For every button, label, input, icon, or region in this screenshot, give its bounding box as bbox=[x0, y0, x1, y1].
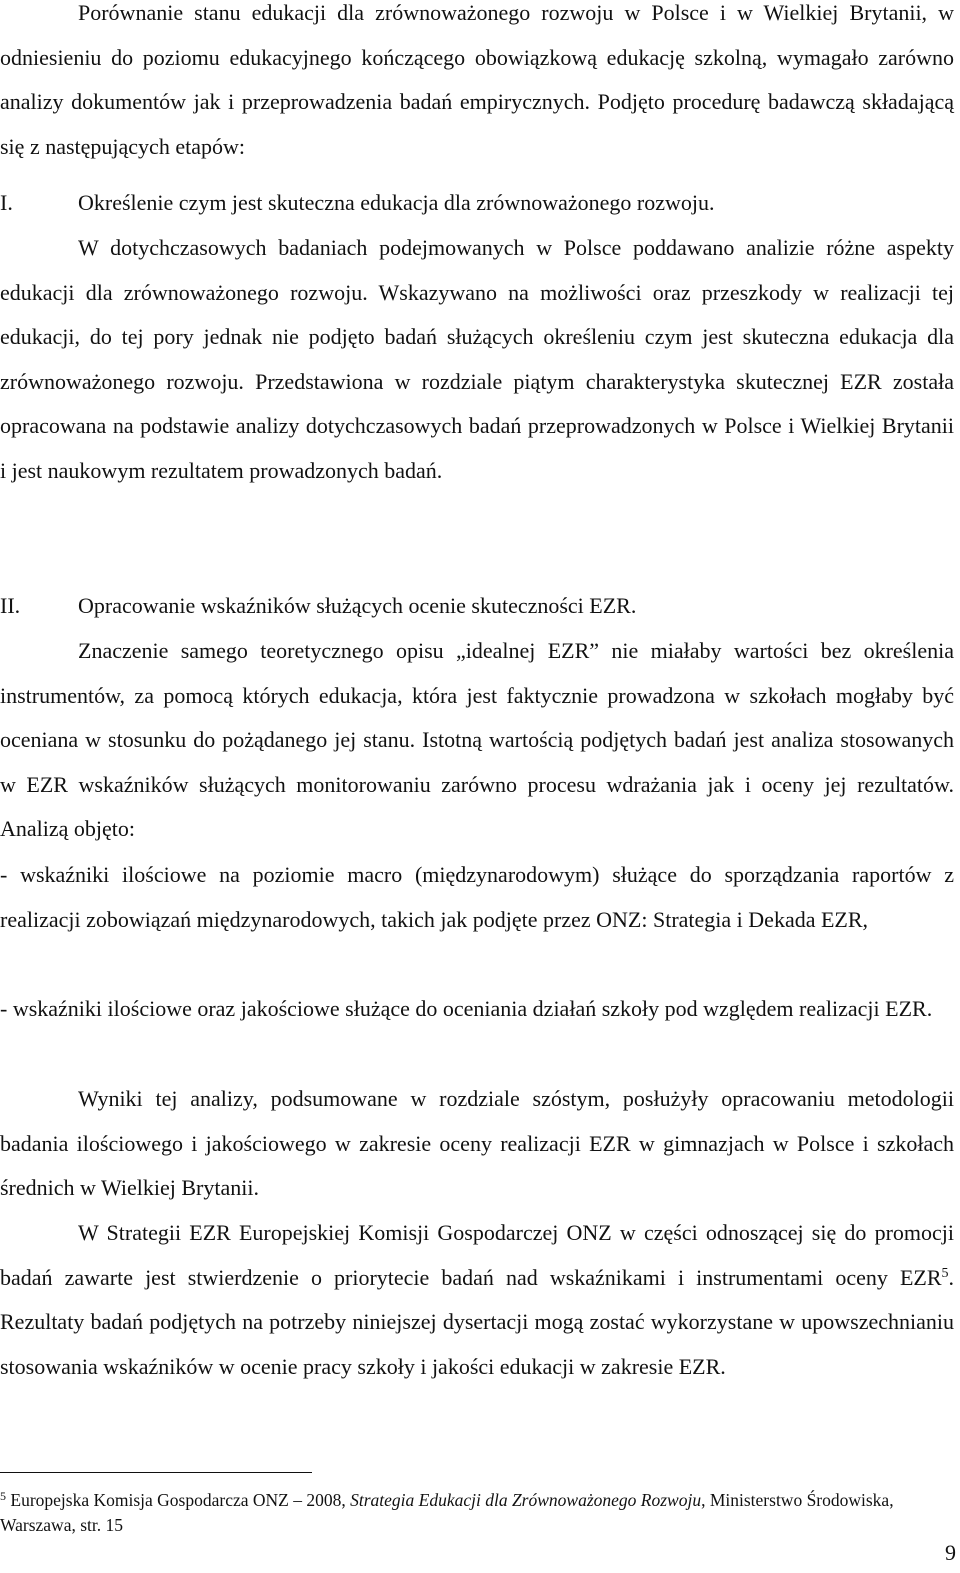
footnote-text-b: , Ministerstwo Środowiska, Warszawa, str. 15 bbox=[0, 1490, 894, 1535]
footnote-title: Strategia Edukacji dla Zrównoważonego Rozwoju bbox=[350, 1490, 702, 1510]
section-1-paragraph: W dotychczasowych badaniach podejmowanych w Polsce poddawano analizie różne aspekty edukacji dla zrównoważonego rozwoju. Wskazywano na możliwości oraz przeszkody w realizacji tej edukacji, do tej pory jednak nie podjęto badań służących określeniu czym jest skuteczna edukacja dla zrównoważonego rozwoju. Przedstawiona w rozdziale piątym charakterystyka skutecznej EZR została opracowana na podstawie analizy dotychczasowych badań przeprowadzonych w Polsce i Wielkiej Brytanii i jest naukowym rezultatem prowadzonych badań. bbox=[0, 235, 954, 483]
section-heading-2 bbox=[0, 584, 954, 629]
footnote-separator bbox=[0, 1472, 312, 1473]
strategy-text-a: W Strategii EZR Europejskiej Komisji Gospodarczej ONZ w części odnoszącej się do promocji badań zawarte jest stwierdzenie o priorytecie badań nad wskaźnikami i instrumentami oceny EZR bbox=[0, 1220, 954, 1290]
footnote-text-a: Europejska Komisja Gospodarcza ONZ – 2008, bbox=[6, 1490, 351, 1510]
page-number: 9 bbox=[945, 1540, 956, 1565]
intro-paragraph: Porównanie stanu edukacji dla zrównoważonego rozwoju w Polsce i w Wielkiej Brytanii, w odniesieniu do poziomu edukacyjnego kończącego obowiązkową edukację szkolną, wymagało zarówno analizy dokumentów jak i przeprowadzenia badań empirycznych. Podjęto procedurę badawczą składającą się z następujących etapów: bbox=[0, 0, 954, 159]
bullet-item-2: - wskaźniki ilościowe oraz jakościowe służące do oceniania działań szkoły pod względem realizacji EZR. bbox=[0, 996, 933, 1021]
section-2-paragraph: Znaczenie samego teoretycznego opisu „idealnej EZR” nie miałaby wartości bez określenia instrumentów, za pomocą których edukacja, która jest faktycznie prowadzona w szkołach mogłaby być oceniana w stosunku do pożądanego jej stanu. Istotną wartością podjętych badań jest analiza stosowanych w EZR wskaźników służących monitorowaniu zarówno procesu wdrażania jak i oceny jej rezultatów. Analizą objęto: bbox=[0, 638, 954, 842]
section-number-1: I. bbox=[0, 190, 13, 215]
strategy-text-b: . Rezultaty badań podjętych na potrzeby niniejszej dysertacji mogą zostać wykorzystane w upowszechnianiu stosowania wskaźników w ocenie pracy szkoły i jakości edukacji w zakresie EZR. bbox=[0, 1264, 954, 1379]
footnote-reference[interactable]: 5 bbox=[941, 1265, 949, 1281]
bullet-item-1: - wskaźniki ilościowe na poziomie macro (międzynarodowym) służące do sporządzania raportów z realizacji zobowiązań międzynarodowych, takich jak podjęte przez ONZ: Strategia i Dekada EZR, bbox=[0, 862, 954, 932]
results-paragraph: Wyniki tej analizy, podsumowane w rozdziale szóstym, posłużyły opracowaniu metodologii badania ilościowego i jakościowego w zakresie oceny realizacji EZR w gimnazjach w Polsce i szkołach średnich w Wielkiej Brytanii. bbox=[0, 1086, 954, 1201]
section-heading-1 bbox=[0, 181, 954, 226]
footnote-number: 5 bbox=[0, 1489, 6, 1503]
section-title-1: Określenie czym jest skuteczna edukacja dla zrównoważonego rozwoju. bbox=[78, 190, 715, 215]
footnote bbox=[0, 1488, 954, 1538]
section-number-2: II. bbox=[0, 593, 21, 618]
strategy-paragraph bbox=[0, 1211, 954, 1389]
section-title-2: Opracowanie wskaźników służących ocenie skuteczności EZR. bbox=[78, 593, 637, 618]
